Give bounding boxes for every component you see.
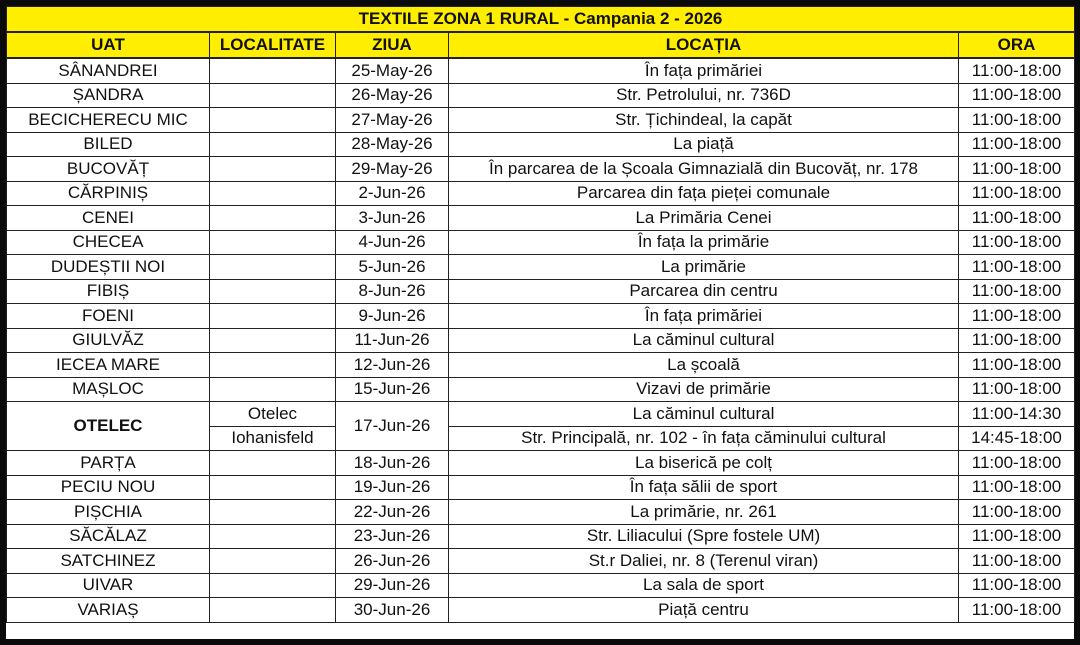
title-row xyxy=(7,7,1075,33)
cell-ora: 11:00-14:30 xyxy=(959,402,1075,427)
table-row xyxy=(7,255,1075,280)
cell-localitate xyxy=(210,132,336,157)
cell-locatia: La piață xyxy=(449,132,959,157)
cell-ziua: 25-May-26 xyxy=(336,58,449,83)
cell-localitate xyxy=(210,181,336,206)
cell-locatia: St.r Daliei, nr. 8 (Terenul viran) xyxy=(449,549,959,574)
cell-locatia: La școală xyxy=(449,353,959,378)
cell-ziua: 12-Jun-26 xyxy=(336,353,449,378)
cell-localitate xyxy=(210,353,336,378)
table-body xyxy=(7,58,1075,622)
cell-ora: 14:45-18:00 xyxy=(959,426,1075,451)
cell-localitate xyxy=(210,279,336,304)
cell-uat: SĂCĂLAZ xyxy=(7,524,210,549)
cell-ora: 11:00-18:00 xyxy=(959,573,1075,598)
cell-uat: BUCOVĂȚ xyxy=(7,157,210,182)
table-row xyxy=(7,598,1075,623)
table-row xyxy=(7,230,1075,255)
table-row xyxy=(7,549,1075,574)
schedule-table xyxy=(6,6,1075,623)
cell-locatia: La Primăria Cenei xyxy=(449,206,959,231)
table-row xyxy=(7,451,1075,476)
table-row xyxy=(7,157,1075,182)
cell-locatia: Str. Liliacului (Spre fostele UM) xyxy=(449,524,959,549)
cell-ora: 11:00-18:00 xyxy=(959,58,1075,83)
header-localitate: LOCALITATE xyxy=(210,32,336,58)
cell-ziua: 23-Jun-26 xyxy=(336,524,449,549)
cell-uat: GIULVĂZ xyxy=(7,328,210,353)
cell-ora: 11:00-18:00 xyxy=(959,304,1075,329)
cell-localitate xyxy=(210,549,336,574)
cell-ziua: 26-Jun-26 xyxy=(336,549,449,574)
cell-locatia: Parcarea din fața pieței comunale xyxy=(449,181,959,206)
cell-uat: DUDEȘTII NOI xyxy=(7,255,210,280)
cell-uat: CHECEA xyxy=(7,230,210,255)
cell-ora: 11:00-18:00 xyxy=(959,255,1075,280)
cell-uat: PARȚA xyxy=(7,451,210,476)
cell-locatia: La primărie xyxy=(449,255,959,280)
table-row xyxy=(7,573,1075,598)
cell-locatia: Piață centru xyxy=(449,598,959,623)
schedule-sheet xyxy=(6,6,1074,639)
table-row xyxy=(7,58,1075,83)
cell-localitate xyxy=(210,58,336,83)
cell-ziua: 28-May-26 xyxy=(336,132,449,157)
cell-ziua: 11-Jun-26 xyxy=(336,328,449,353)
cell-locatia: Str. Petrolului, nr. 736D xyxy=(449,83,959,108)
header-uat: UAT xyxy=(7,32,210,58)
cell-ziua: 9-Jun-26 xyxy=(336,304,449,329)
cell-locatia: Str. Țichindeal, la capăt xyxy=(449,108,959,133)
header-row xyxy=(7,32,1075,58)
cell-locatia: La căminul cultural xyxy=(449,328,959,353)
cell-uat: CENEI xyxy=(7,206,210,231)
cell-ora: 11:00-18:00 xyxy=(959,230,1075,255)
cell-localitate xyxy=(210,304,336,329)
cell-ora: 11:00-18:00 xyxy=(959,475,1075,500)
cell-locatia: La sala de sport xyxy=(449,573,959,598)
cell-locatia: Str. Principală, nr. 102 - în fața căminului cultural xyxy=(449,426,959,451)
cell-ora: 11:00-18:00 xyxy=(959,83,1075,108)
cell-ora: 11:00-18:00 xyxy=(959,524,1075,549)
cell-ziua: 19-Jun-26 xyxy=(336,475,449,500)
cell-localitate xyxy=(210,328,336,353)
cell-ora: 11:00-18:00 xyxy=(959,353,1075,378)
cell-ziua: 18-Jun-26 xyxy=(336,451,449,476)
cell-localitate: Otelec xyxy=(210,402,336,427)
cell-localitate xyxy=(210,451,336,476)
table-row xyxy=(7,304,1075,329)
table-row xyxy=(7,353,1075,378)
cell-ziua: 3-Jun-26 xyxy=(336,206,449,231)
table-row xyxy=(7,524,1075,549)
cell-uat: MAȘLOC xyxy=(7,377,210,402)
table-row xyxy=(7,328,1075,353)
cell-ora: 11:00-18:00 xyxy=(959,598,1075,623)
cell-ora: 11:00-18:00 xyxy=(959,377,1075,402)
cell-localitate: Iohanisfeld xyxy=(210,426,336,451)
cell-ziua: 29-May-26 xyxy=(336,157,449,182)
table-row xyxy=(7,279,1075,304)
header-locatia: LOCAȚIA xyxy=(449,32,959,58)
table-row xyxy=(7,500,1075,525)
cell-uat: PIȘCHIA xyxy=(7,500,210,525)
cell-uat: FIBIȘ xyxy=(7,279,210,304)
cell-locatia: În fața la primărie xyxy=(449,230,959,255)
cell-ziua: 22-Jun-26 xyxy=(336,500,449,525)
table-row xyxy=(7,377,1075,402)
cell-uat: SÂNANDREI xyxy=(7,58,210,83)
table-row xyxy=(7,83,1075,108)
cell-localitate xyxy=(210,598,336,623)
table-title: TEXTILE ZONA 1 RURAL - Campania 2 - 2026 xyxy=(7,7,1075,33)
table-row xyxy=(7,181,1075,206)
cell-uat: PECIU NOU xyxy=(7,475,210,500)
cell-ziua: 4-Jun-26 xyxy=(336,230,449,255)
table-row xyxy=(7,108,1075,133)
cell-locatia: În fața primăriei xyxy=(449,304,959,329)
cell-uat: OTELEC xyxy=(7,402,210,451)
cell-ora: 11:00-18:00 xyxy=(959,549,1075,574)
cell-uat: BECICHERECU MIC xyxy=(7,108,210,133)
cell-ziua: 15-Jun-26 xyxy=(336,377,449,402)
cell-ziua: 26-May-26 xyxy=(336,83,449,108)
cell-locatia: În fața primăriei xyxy=(449,58,959,83)
cell-uat: CĂRPINIȘ xyxy=(7,181,210,206)
header-ora: ORA xyxy=(959,32,1075,58)
cell-ziua: 29-Jun-26 xyxy=(336,573,449,598)
cell-localitate xyxy=(210,255,336,280)
cell-uat: FOENI xyxy=(7,304,210,329)
cell-uat: BILED xyxy=(7,132,210,157)
cell-uat: SATCHINEZ xyxy=(7,549,210,574)
cell-locatia: În parcarea de la Școala Gimnazială din Bucovăț, nr. 178 xyxy=(449,157,959,182)
cell-ora: 11:00-18:00 xyxy=(959,451,1075,476)
cell-ora: 11:00-18:00 xyxy=(959,206,1075,231)
table-row xyxy=(7,206,1075,231)
cell-locatia: În fața sălii de sport xyxy=(449,475,959,500)
cell-ziua: 5-Jun-26 xyxy=(336,255,449,280)
cell-localitate xyxy=(210,475,336,500)
cell-localitate xyxy=(210,524,336,549)
header-ziua: ZIUA xyxy=(336,32,449,58)
cell-ora: 11:00-18:00 xyxy=(959,279,1075,304)
cell-ora: 11:00-18:00 xyxy=(959,500,1075,525)
table-row xyxy=(7,475,1075,500)
cell-localitate xyxy=(210,573,336,598)
cell-uat: VARIAȘ xyxy=(7,598,210,623)
cell-localitate xyxy=(210,377,336,402)
cell-locatia: La primărie, nr. 261 xyxy=(449,500,959,525)
cell-uat: IECEA MARE xyxy=(7,353,210,378)
cell-locatia: Parcarea din centru xyxy=(449,279,959,304)
cell-uat: UIVAR xyxy=(7,573,210,598)
cell-ziua: 30-Jun-26 xyxy=(336,598,449,623)
cell-ziua: 8-Jun-26 xyxy=(336,279,449,304)
table-row xyxy=(7,132,1075,157)
cell-localitate xyxy=(210,500,336,525)
cell-localitate xyxy=(210,157,336,182)
cell-localitate xyxy=(210,83,336,108)
cell-ora: 11:00-18:00 xyxy=(959,181,1075,206)
cell-locatia: La căminul cultural xyxy=(449,402,959,427)
cell-ora: 11:00-18:00 xyxy=(959,328,1075,353)
cell-ziua: 27-May-26 xyxy=(336,108,449,133)
cell-locatia: La biserică pe colț xyxy=(449,451,959,476)
cell-ziua: 2-Jun-26 xyxy=(336,181,449,206)
cell-ora: 11:00-18:00 xyxy=(959,157,1075,182)
cell-ora: 11:00-18:00 xyxy=(959,132,1075,157)
cell-localitate xyxy=(210,108,336,133)
cell-ora: 11:00-18:00 xyxy=(959,108,1075,133)
cell-uat: ȘANDRA xyxy=(7,83,210,108)
cell-localitate xyxy=(210,230,336,255)
table-row xyxy=(7,402,1075,427)
cell-localitate xyxy=(210,206,336,231)
cell-ziua: 17-Jun-26 xyxy=(336,402,449,451)
cell-locatia: Vizavi de primărie xyxy=(449,377,959,402)
